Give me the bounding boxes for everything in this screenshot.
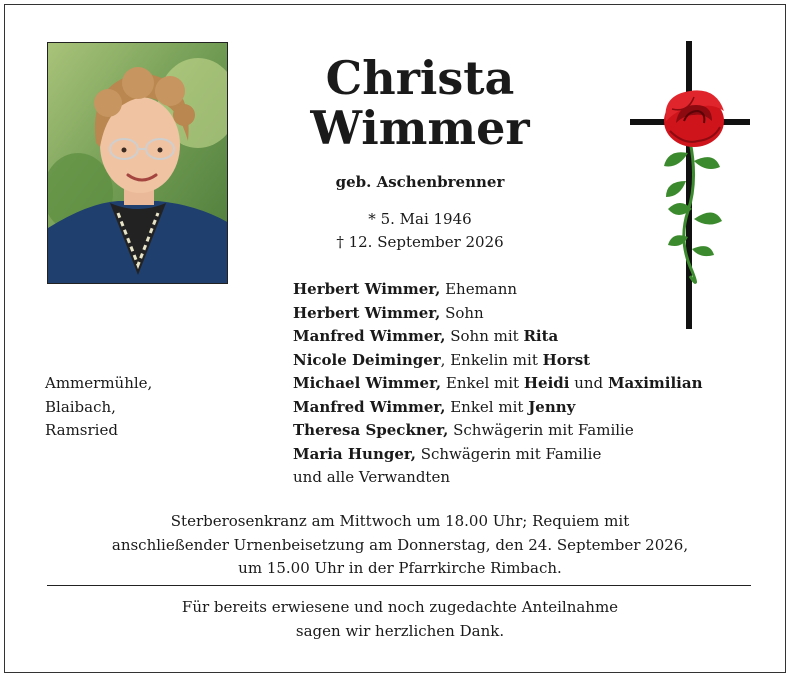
birth-name: geb. Aschenbrenner [335,173,505,191]
mourner-relation: Sohn mit [445,327,524,345]
mourner-name: Herbert Wimmer, [293,303,441,322]
obituary-card [4,4,786,673]
portrait-photo [47,42,228,284]
mourner-relation: Schwägerin mit Familie [415,444,602,463]
mourner-line [293,419,703,443]
thanks-note [45,596,755,643]
mourner-relation: , Enkelin mit [440,350,543,369]
death-date: † 12. September 2026 [336,233,504,251]
mourner-line [293,372,703,396]
mourner-line [293,325,703,349]
life-dates [295,208,545,254]
place-item: Blaibach, [45,397,116,416]
service-notice [45,510,755,581]
notice-line: anschließender Urnenbeisetzung am Donnerstag, den 24. September 2026, [111,535,689,554]
mourner-partner: Horst [542,350,591,369]
mourner-partner: Maximilian [607,374,703,392]
mourner-relation: Ehemann [440,280,518,298]
mourner-relation: Schwägerin mit Familie [448,421,634,439]
mourner-relation: Enkel mit [445,397,529,416]
mourner-partner: Jenny [528,397,576,416]
mourner-line [293,396,703,420]
mourner-name: Manfred Wimmer, [293,397,446,416]
mourner-name: Nicole Deiminger [293,350,441,369]
mourner-relation: Enkel mit [441,374,524,392]
birth-date: * 5. Mai 1946 [368,210,472,228]
place-item: Ramsried [45,421,118,439]
mourner-partner: Rita [523,327,559,345]
portrait-image [48,43,228,284]
mourner-name: Herbert Wimmer, [293,280,441,298]
mourner-name: Theresa Speckner, [293,421,449,439]
divider [47,585,751,586]
mourners-list [293,278,703,490]
places-list [45,372,152,443]
notice-line: um 15.00 Uhr in der Pfarrkirche Rimbach. [238,559,562,577]
mourner-name: Manfred Wimmer, [293,327,446,345]
mourner-connector: und [569,374,608,392]
last-name: Wimmer [310,101,530,155]
mourner-line [293,349,703,373]
mourner-partner: Heidi [523,374,570,392]
mourners-closing: und alle Verwandten [293,468,450,486]
place-item: Ammermühle, [45,374,153,392]
deceased-name [295,53,545,153]
thanks-line: Für bereits erwiesene und noch zugedachte Anteilnahme [181,598,619,616]
notice-line: Sterberosenkranz am Mittwoch um 18.00 Uhr; Requiem mit [170,512,630,530]
mourner-name: Maria Hunger, [293,444,416,463]
mourner-line [293,443,703,467]
mourner-line [293,278,703,302]
thanks-line: sagen wir herzlichen Dank. [295,621,505,640]
mourner-name: Michael Wimmer, [293,374,442,392]
mourner-relation: Sohn [440,303,484,322]
first-name: Christa [325,51,515,105]
mourner-line [293,302,703,326]
